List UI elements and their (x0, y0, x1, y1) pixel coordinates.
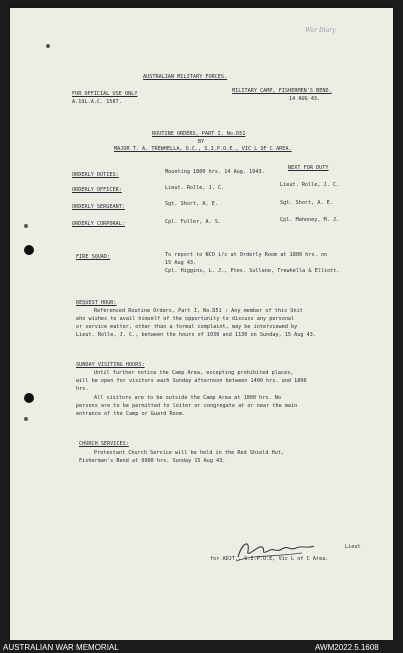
orders-by: BY (198, 139, 205, 145)
signature-title: Lieut (345, 544, 361, 550)
archive-footer (0, 640, 403, 653)
document-heading: AUSTRALIAN MILITARY FORCES. (143, 74, 228, 80)
duty-label-orderly-officer: ORDERLY OFFICER: (72, 187, 122, 193)
sunday-visiting-line: hrs. (76, 386, 89, 392)
duty-value-orderly-sergeant: Sgt. Short, A. E. (165, 201, 218, 207)
duty-next-orderly-corporal: Cpl. Mahoney, M. J. (280, 217, 340, 223)
next-for-duty-header: NEXT FOR DUTY (288, 165, 329, 171)
request-hour-line: Lieut. Rolle, J. C., between the hours of 1030 and 1130 on Sunday, 15 Aug 43. (76, 332, 316, 338)
archive-reference: AWM2022.5.1608 (315, 643, 379, 652)
official-reference: A.19L.A.C. 1587. (72, 99, 122, 105)
duty-next-orderly-sergeant: Sgt. Short, A. E. (280, 200, 333, 206)
archive-name: AUSTRALIAN WAR MEMORIAL (3, 643, 119, 652)
punch-hole-bottom (24, 393, 34, 403)
request-hour-label: REQUEST HOUR: (76, 300, 117, 306)
church-services-line: Fisherman's Bend at 0900 hrs. Sunday 15 Aug 43. (79, 458, 226, 464)
document-date: 14 AUG 43. (289, 96, 321, 102)
staple-mark (24, 417, 28, 421)
staple-mark (24, 224, 28, 228)
duty-value-orderly-corporal: Cpl. Fuller, A. S. (165, 219, 222, 225)
duty-label-orderly-duties: ORDERLY DUTIES: (72, 172, 119, 178)
request-hour-line: Referenced Routine Orders, Part I, No.D51 : Any member of this Unit (94, 308, 303, 314)
duty-next-orderly-officer: Lieut. Rolle, J. C. (280, 182, 340, 188)
official-use-label: FOR OFFICIAL USE ONLY (72, 91, 138, 97)
fire-squad-line: To report to NCO i/c at Orderly Room at 1800 hrs. on (165, 252, 328, 258)
duty-value-orderly-duties: Mounting 1800 hrs. 14 Aug. 1943. (165, 169, 265, 175)
fire-squad-line: 15 Aug 43. (165, 260, 197, 266)
request-hour-line: who wishes to avail himself of the opportunity to discuss any personal (76, 316, 295, 322)
church-services-line: Protestant Church Service will be held in the Red Shield Hut, (94, 450, 285, 456)
fire-squad-label: FIRE SQUAD: (76, 254, 111, 260)
sunday-visiting-line: All visitors are to be outside the Camp Area at 1800 hrs. No (94, 395, 282, 401)
request-hour-line: or service matter, other than a formal complaint, may be interviewed by (76, 324, 298, 330)
sunday-visiting-line: entrance of the Camp or Guard Room. (76, 411, 186, 417)
duty-label-orderly-sergeant: ORDERLY SERGEANT: (72, 204, 125, 210)
orders-title: ROUTINE ORDERS, PART I, No.D51 (152, 131, 246, 137)
staple-mark (46, 44, 50, 48)
sunday-visiting-line: persons are to be permitted to loiter or congregate at or near the main (76, 403, 298, 409)
sunday-visiting-line: will be open for visitors each Sunday afternoon between 1400 hrs. and 1800 (76, 378, 307, 384)
sunday-visiting-label: SUNDAY VISITING HOURS: (76, 362, 145, 368)
camp-name: MILITARY CAMP, FISHERMEN'S BEND. (232, 88, 332, 94)
fire-squad-members: Cpl. Higgins, L. J., Ptes. Sullane, Trewhella & Elliott. (165, 268, 340, 274)
punch-hole-top (24, 245, 34, 255)
signature-for-line: for ADJT., S.I.P.O.E, Vic L of C Area. (210, 556, 329, 562)
duty-value-orderly-officer: Lieut. Rolle, J. C. (165, 185, 225, 191)
orders-officer: MAJOR T. A. TREWHELLA, O.C., S.I.P.O.E., VIC L OF C AREA. (114, 146, 292, 152)
duty-label-orderly-corporal: ORDERLY CORPORAL: (72, 221, 125, 227)
pencil-annotation: War Diary (305, 27, 336, 34)
sunday-visiting-line: Until further notice the Camp Area, excepting prohibited places, (94, 370, 294, 376)
church-services-label: CHURCH SERVICES: (79, 441, 129, 447)
